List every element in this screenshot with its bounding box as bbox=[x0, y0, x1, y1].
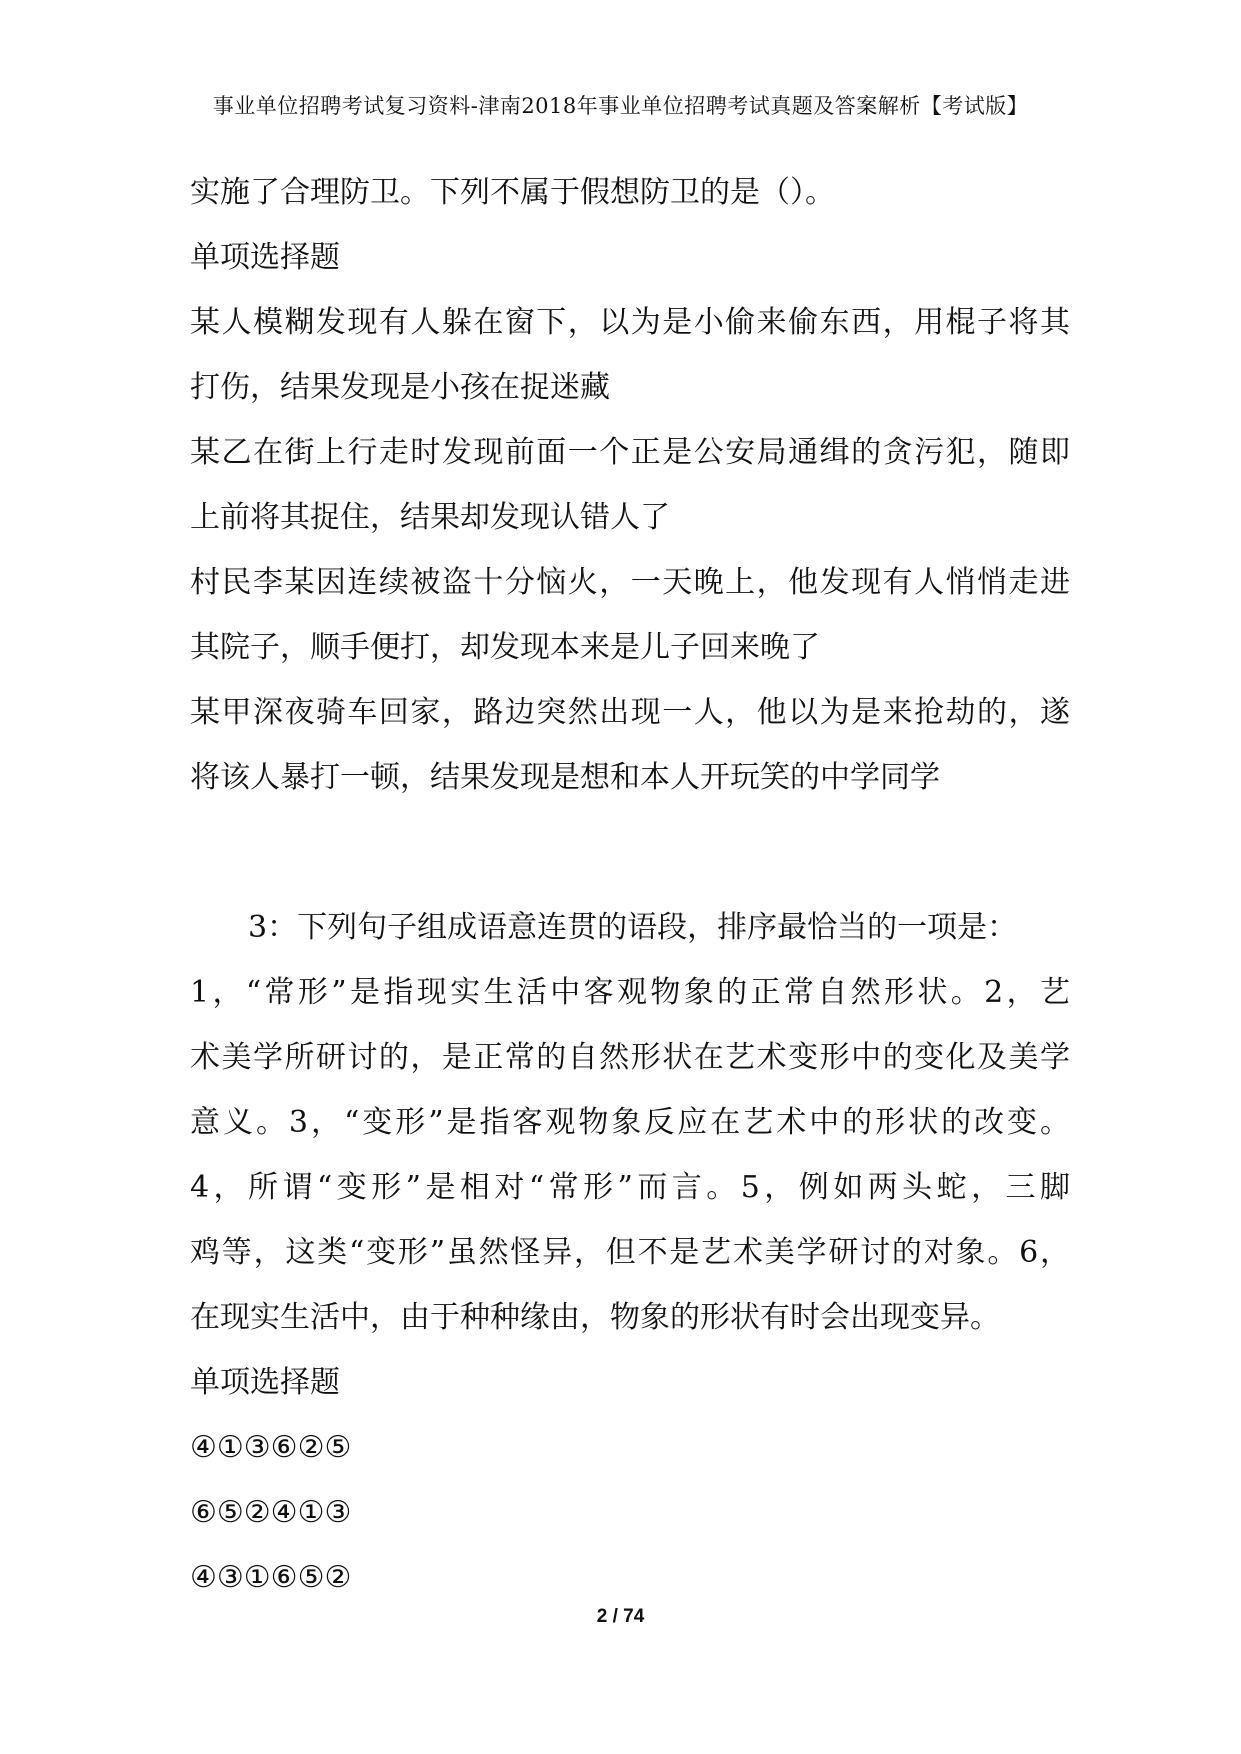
document-body bbox=[190, 160, 1070, 1610]
question-3-text-line: 1，“常形”是指现实生活中客观物象的正常自然形状。2，艺 bbox=[190, 975, 1070, 1010]
question-type-label: 单项选择题 bbox=[190, 240, 340, 275]
section-spacer bbox=[190, 810, 1070, 895]
option-text-line: 上前将其捉住，结果却发现认错人了 bbox=[190, 500, 670, 535]
option-text-line: 某乙在街上行走时发现前面一个正是公安局通缉的贪污犯，随即 bbox=[190, 435, 1070, 470]
question-stem-tail: 实施了合理防卫。下列不属于假想防卫的是（）。 bbox=[190, 175, 835, 210]
option-text-line: 某甲深夜骑车回家，路边突然出现一人，他以为是来抢劫的，遂 bbox=[190, 695, 1070, 730]
answer-option: ⑥⑤②④①③ bbox=[190, 1495, 352, 1530]
question-3-text-line: 在现实生活中，由于种种缘由，物象的形状有时会出现变异。 bbox=[190, 1300, 1000, 1335]
question-type-label: 单项选择题 bbox=[190, 1365, 340, 1400]
page-number: 2 / 74 bbox=[596, 1606, 645, 1627]
option-text-line: 将该人暴打一顿，结果发现是想和本人开玩笑的中学同学 bbox=[190, 760, 940, 795]
question-3-text-line: 鸡等，这类“变形”虽然怪异，但不是艺术美学研讨的对象。6， bbox=[190, 1235, 1070, 1270]
option-text-line: 某人模糊发现有人躲在窗下，以为是小偷来偷东西，用棍子将其 bbox=[190, 305, 1070, 340]
answer-option bbox=[190, 550, 1070, 680]
question-3-text-line: 术美学所研讨的，是正常的自然形状在艺术变形中的变化及美学 bbox=[190, 1040, 1070, 1075]
answer-option bbox=[190, 290, 1070, 420]
answer-option bbox=[190, 420, 1070, 550]
option-text-line: 其院子，顺手便打，却发现本来是儿子回来晚了 bbox=[190, 630, 820, 665]
option-text-line: 村民李某因连续被盗十分恼火，一天晚上，他发现有人悄悄走进 bbox=[190, 565, 1070, 600]
question-3-text-line: 4，所谓“变形”是相对“常形”而言。5，例如两头蛇，三脚 bbox=[190, 1170, 1070, 1205]
answer-option: ④③①⑥⑤② bbox=[190, 1560, 352, 1595]
page-header: 事业单位招聘考试复习资料-津南2018年事业单位招聘考试真题及答案解析【考试版】 bbox=[212, 94, 1029, 118]
answer-option bbox=[190, 680, 1070, 810]
answer-option: ④①③⑥②⑤ bbox=[190, 1430, 352, 1465]
question-3-text-line: 意义。3，“变形”是指客观物象反应在艺术中的形状的改变。 bbox=[190, 1105, 1070, 1140]
question-3-stem bbox=[190, 895, 1070, 1350]
option-text-line: 打伤，结果发现是小孩在捉迷藏 bbox=[190, 370, 610, 405]
question-3-title: 3：下列句子组成语意连贯的语段，排序最恰当的一项是： bbox=[248, 910, 1018, 945]
